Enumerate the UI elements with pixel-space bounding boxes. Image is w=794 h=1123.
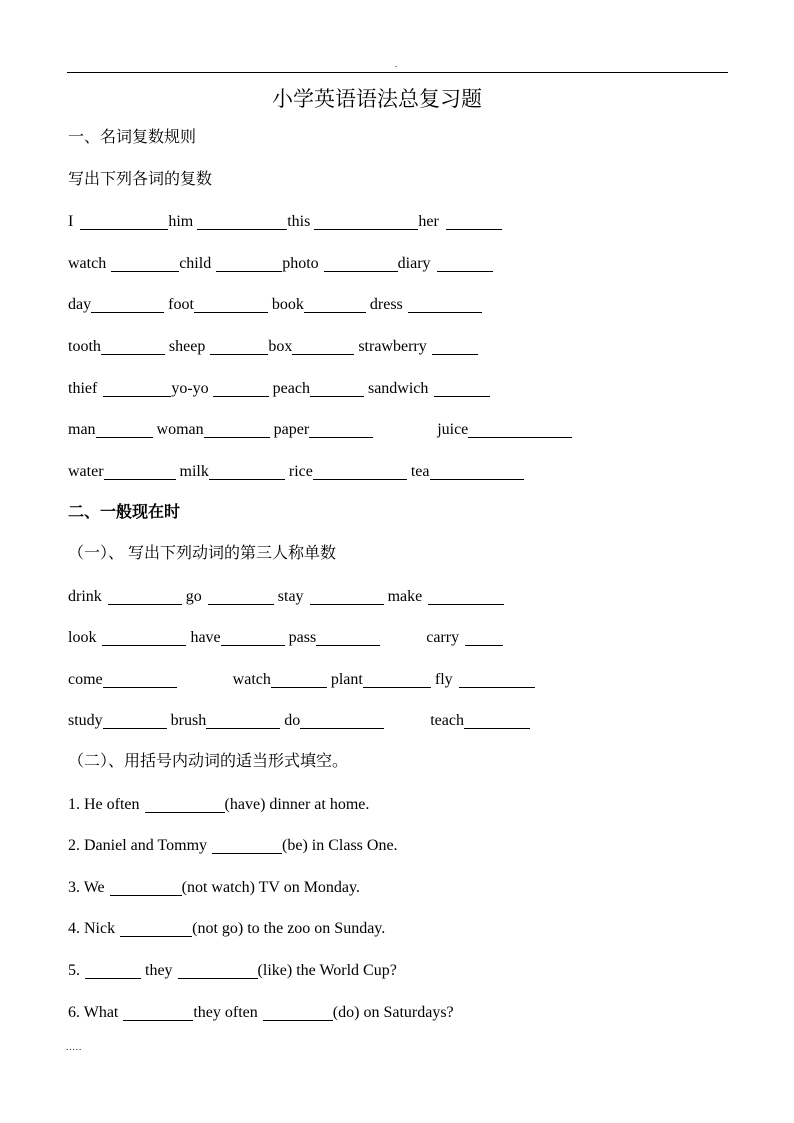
- answer-blank[interactable]: [309, 422, 373, 438]
- footer-dots: .....: [66, 1042, 83, 1052]
- sentence-text: (do) on Saturdays?: [332, 1004, 454, 1021]
- sentence-text: 6. What: [68, 1004, 119, 1021]
- word: sandwich: [367, 380, 429, 397]
- answer-blank[interactable]: [108, 589, 182, 605]
- answer-blank[interactable]: [103, 713, 167, 729]
- answer-blank[interactable]: [85, 963, 141, 979]
- sentence-item: [68, 795, 369, 815]
- answer-blank[interactable]: [110, 880, 182, 896]
- answer-blank[interactable]: [96, 422, 153, 438]
- sentence-text: 2. Daniel and Tommy: [68, 837, 208, 854]
- answer-blank[interactable]: [300, 713, 384, 729]
- word: strawberry: [358, 338, 427, 355]
- sentence-text: 1. He often: [68, 796, 140, 813]
- verb-row: [68, 670, 535, 690]
- answer-blank[interactable]: [437, 256, 493, 272]
- section2-part1-heading: （一）、 写出下列动词的第三人称单数: [68, 545, 337, 562]
- answer-blank[interactable]: [271, 672, 327, 688]
- answer-blank[interactable]: [221, 630, 285, 646]
- word: stay: [277, 588, 304, 605]
- answer-blank[interactable]: [310, 589, 384, 605]
- answer-blank[interactable]: [204, 422, 270, 438]
- answer-blank[interactable]: [111, 256, 179, 272]
- sentence-text: (like) the World Cup?: [257, 962, 397, 979]
- word: drink: [68, 588, 102, 605]
- answer-blank[interactable]: [208, 589, 274, 605]
- word: I: [68, 213, 74, 230]
- section2-heading: 二、一般现在时: [68, 504, 181, 521]
- answer-blank[interactable]: [178, 963, 258, 979]
- answer-blank[interactable]: [363, 672, 431, 688]
- answer-blank[interactable]: [80, 214, 168, 230]
- word: him: [168, 213, 194, 230]
- answer-blank[interactable]: [120, 921, 192, 937]
- plural-row: [68, 337, 478, 357]
- word: sheep: [168, 338, 206, 355]
- answer-blank[interactable]: [434, 381, 490, 397]
- word: day: [68, 296, 92, 313]
- answer-blank[interactable]: [428, 589, 504, 605]
- section2-part2-heading: （二）、用括号内动词的适当形式填空。: [68, 753, 349, 770]
- answer-blank[interactable]: [212, 838, 282, 854]
- sentence-text: 5.: [68, 962, 80, 979]
- word: milk: [179, 463, 209, 480]
- word: make: [387, 588, 423, 605]
- word: dress: [369, 296, 403, 313]
- verb-row: [68, 628, 503, 648]
- answer-blank[interactable]: [459, 672, 535, 688]
- header-rule: [67, 72, 728, 73]
- word: teach: [430, 712, 464, 729]
- verb-row: [68, 711, 530, 731]
- header-dot: .: [395, 59, 398, 69]
- word: rice: [288, 463, 313, 480]
- word: water: [68, 463, 104, 480]
- word: this: [287, 213, 311, 230]
- word: carry: [426, 629, 460, 646]
- word: fly: [434, 671, 453, 688]
- word: study: [68, 712, 103, 729]
- word: do: [284, 712, 301, 729]
- answer-blank[interactable]: [91, 297, 164, 313]
- sentence-text: they: [145, 962, 173, 979]
- answer-blank[interactable]: [468, 422, 572, 438]
- answer-blank[interactable]: [206, 713, 280, 729]
- word: yo-yo: [171, 380, 209, 397]
- answer-blank[interactable]: [324, 256, 398, 272]
- answer-blank[interactable]: [316, 630, 380, 646]
- answer-blank[interactable]: [464, 713, 530, 729]
- word: come: [68, 671, 103, 688]
- answer-blank[interactable]: [210, 339, 268, 355]
- sentence-text: 3. We: [68, 879, 105, 896]
- sentence-item: [68, 919, 385, 939]
- word: go: [185, 588, 202, 605]
- word: photo: [282, 255, 319, 272]
- answer-blank[interactable]: [213, 381, 269, 397]
- section1-heading: 一、名词复数规则: [68, 129, 197, 146]
- word: tooth: [68, 338, 101, 355]
- sentence-text: they often: [193, 1004, 258, 1021]
- word: thief: [68, 380, 98, 397]
- plural-row: [68, 254, 493, 274]
- word: foot: [168, 296, 194, 313]
- page-title: 小学英语语法总复习题: [272, 87, 482, 111]
- word: juice: [437, 421, 469, 438]
- plural-row: [68, 379, 490, 399]
- word: watch: [68, 255, 107, 272]
- word: look: [68, 629, 97, 646]
- answer-blank[interactable]: [292, 339, 354, 355]
- answer-blank[interactable]: [446, 214, 502, 230]
- answer-blank[interactable]: [432, 339, 478, 355]
- answer-blank[interactable]: [194, 297, 268, 313]
- sentence-text: (be) in Class One.: [282, 837, 398, 854]
- answer-blank[interactable]: [216, 256, 282, 272]
- word: pass: [288, 629, 317, 646]
- answer-blank[interactable]: [314, 214, 418, 230]
- word: watch: [232, 671, 271, 688]
- word: box: [268, 338, 293, 355]
- sentence-text: 4. Nick: [68, 920, 116, 937]
- word: peach: [272, 380, 310, 397]
- word: paper: [273, 421, 310, 438]
- sentence-item: [68, 1003, 454, 1023]
- answer-blank[interactable]: [209, 464, 285, 480]
- sentence-item: [68, 836, 398, 856]
- answer-blank[interactable]: [465, 630, 503, 646]
- word: brush: [170, 712, 207, 729]
- sentence-text: (not go) to the zoo on Sunday.: [192, 920, 386, 937]
- answer-blank[interactable]: [102, 630, 186, 646]
- plural-row: [68, 212, 502, 232]
- answer-blank[interactable]: [313, 464, 407, 480]
- sentence-text: (have) dinner at home.: [224, 796, 370, 813]
- answer-blank[interactable]: [104, 464, 176, 480]
- word: book: [271, 296, 304, 313]
- answer-blank[interactable]: [101, 339, 165, 355]
- word: diary: [397, 255, 431, 272]
- answer-blank[interactable]: [304, 297, 366, 313]
- word: woman: [156, 421, 204, 438]
- plural-row: [68, 420, 572, 440]
- verb-row: [68, 587, 504, 607]
- answer-blank[interactable]: [103, 672, 177, 688]
- sentence-item: [68, 961, 397, 981]
- answer-blank[interactable]: [310, 381, 364, 397]
- word: have: [190, 629, 221, 646]
- answer-blank[interactable]: [263, 1005, 333, 1021]
- answer-blank[interactable]: [103, 381, 171, 397]
- plural-row: [68, 462, 524, 482]
- sentence-text: (not watch) TV on Monday.: [181, 879, 360, 896]
- word: man: [68, 421, 96, 438]
- answer-blank[interactable]: [145, 797, 225, 813]
- answer-blank[interactable]: [430, 464, 524, 480]
- section1-instruction: 写出下列各词的复数: [68, 171, 213, 188]
- plural-row: [68, 295, 482, 315]
- answer-blank[interactable]: [408, 297, 482, 313]
- word: plant: [330, 671, 363, 688]
- word: child: [179, 255, 212, 272]
- word: her: [418, 213, 439, 230]
- word: tea: [410, 463, 430, 480]
- answer-blank[interactable]: [197, 214, 287, 230]
- sentence-item: [68, 878, 360, 898]
- answer-blank[interactable]: [123, 1005, 193, 1021]
